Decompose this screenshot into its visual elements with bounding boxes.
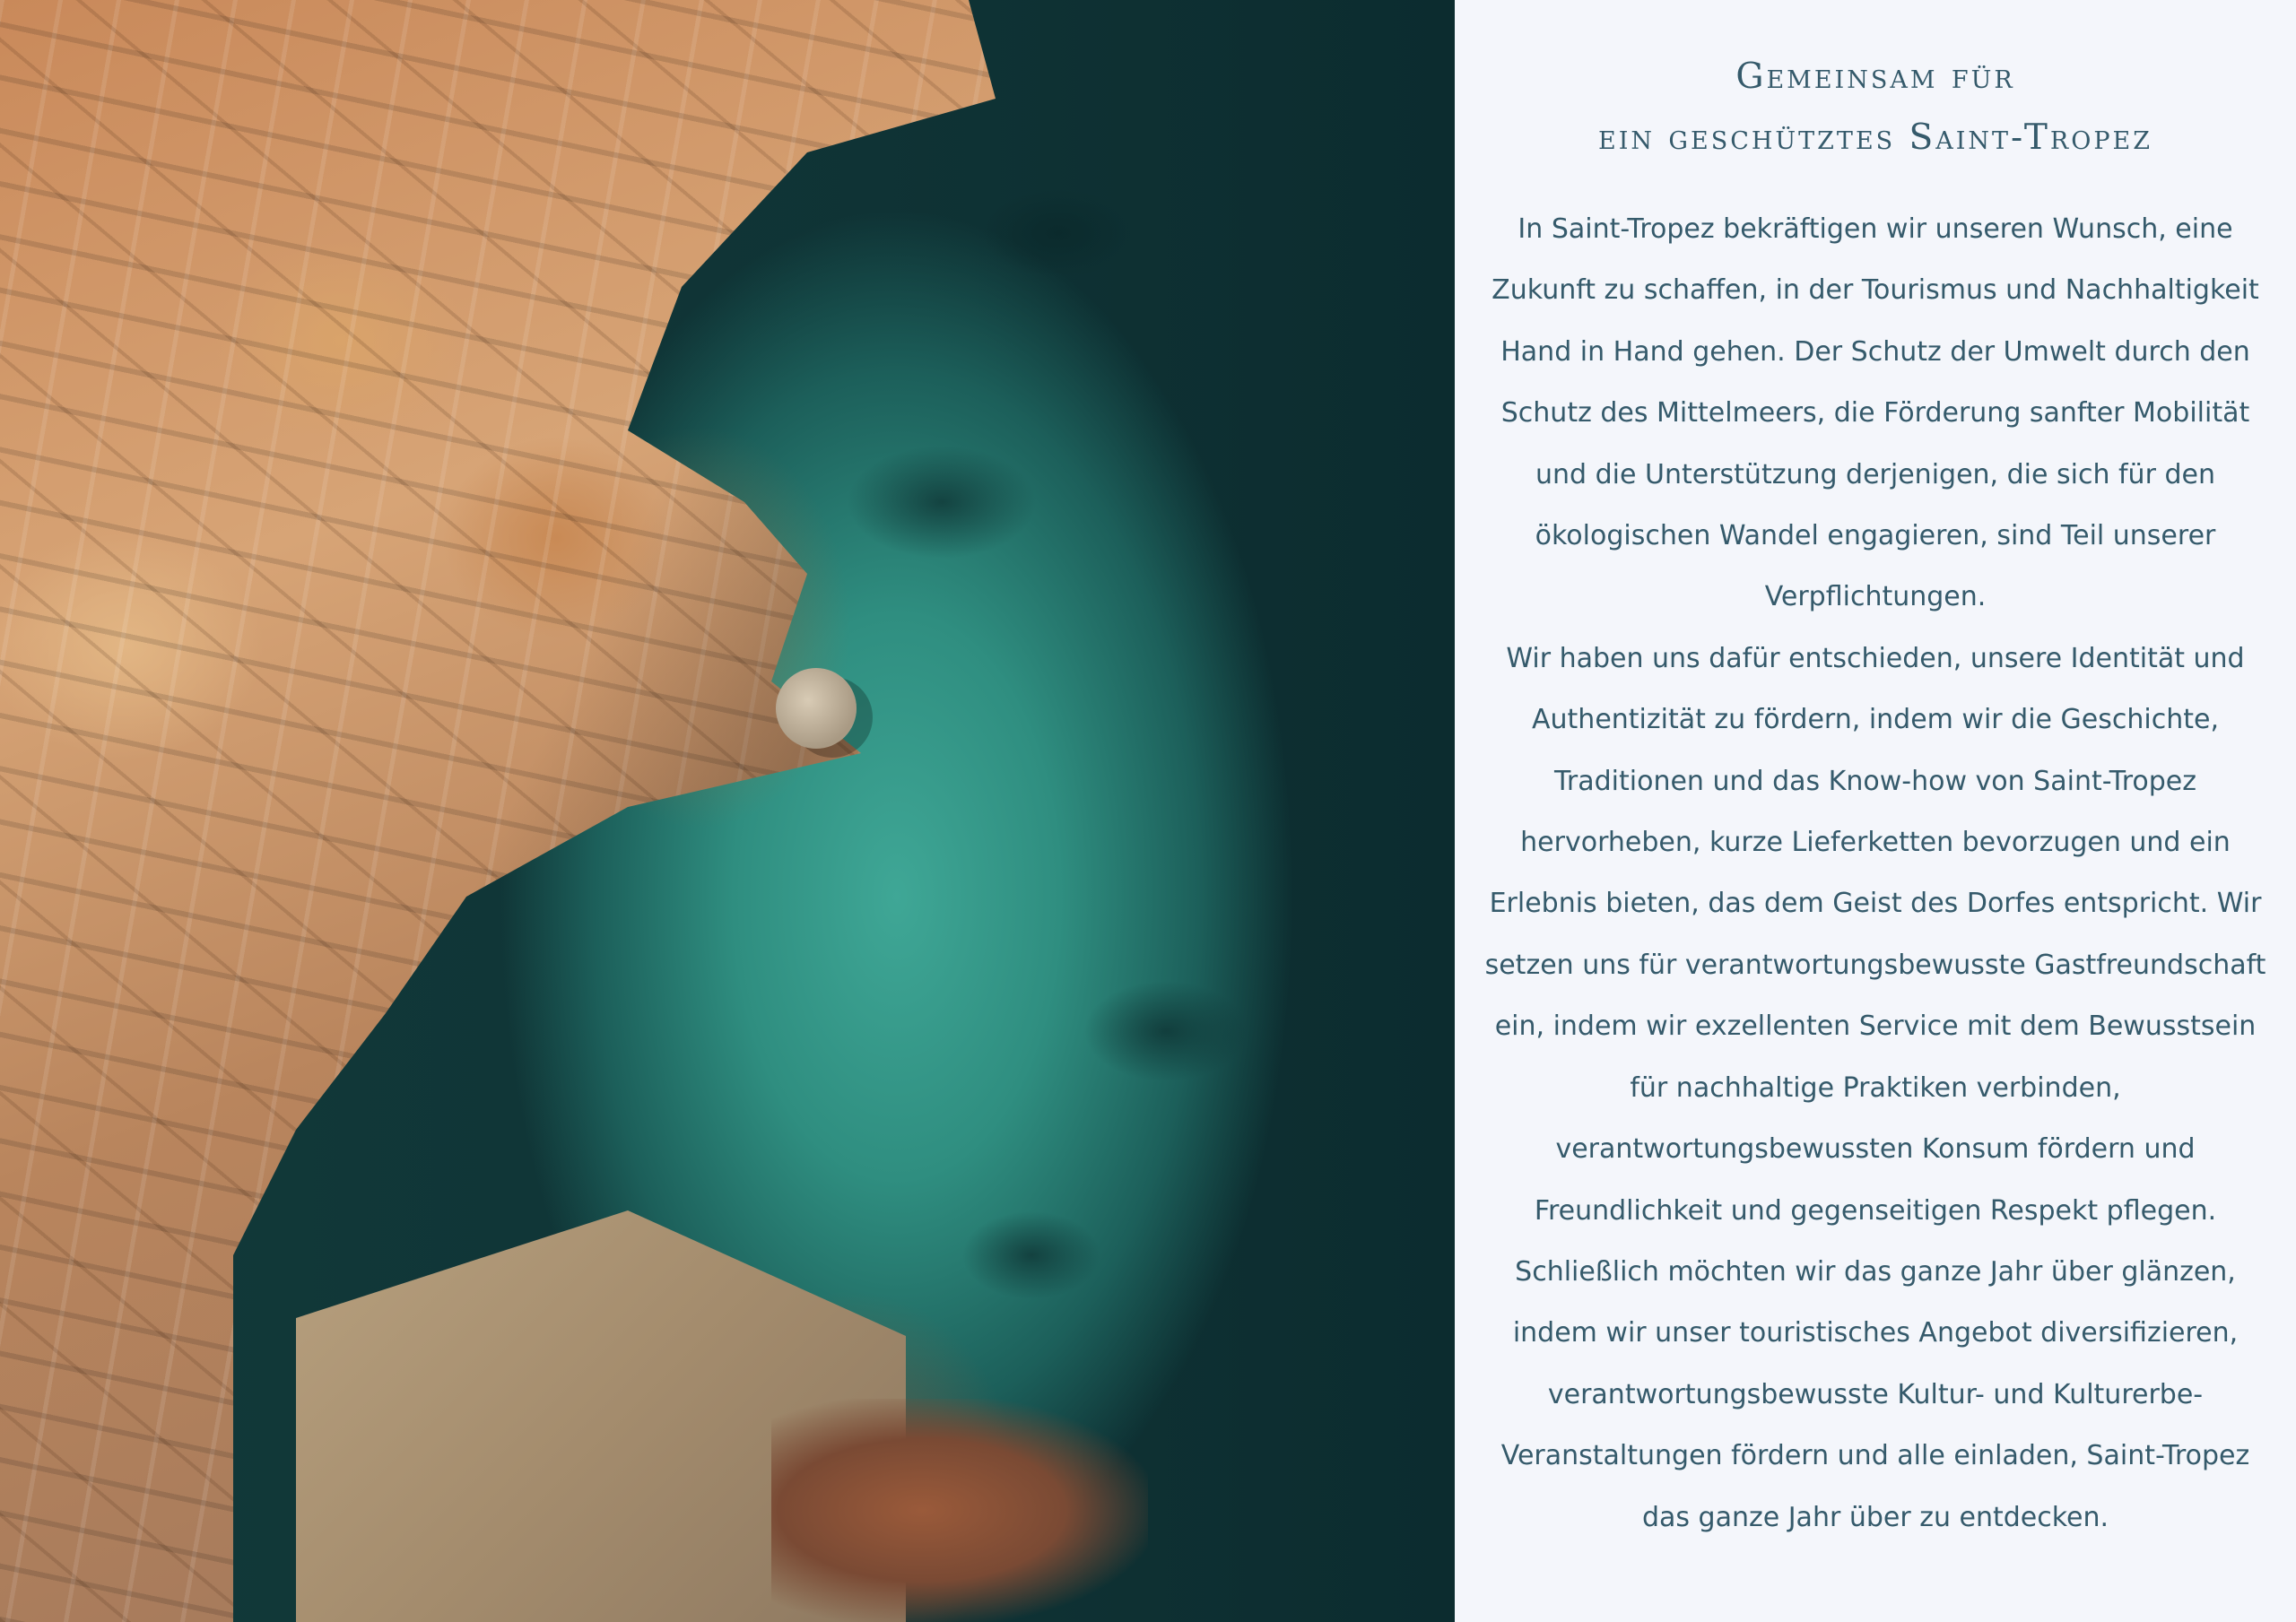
body-line: Verpflichtungen. <box>1764 581 1987 613</box>
body-line: ein, indem wir exzellenten Service mit dem Bewusstsein <box>1494 1010 2257 1043</box>
round-tower <box>776 668 857 749</box>
body-line: verantwortungsbewussten Konsum fördern und <box>1555 1133 2196 1166</box>
body-line: ökologischen Wandel engagieren, sind Teil unserer <box>1535 520 2216 552</box>
title-line-1: Gemeinsam für <box>1735 56 2015 97</box>
body-line: Freundlichkeit und gegenseitigen Respekt pflegen. <box>1534 1194 2217 1227</box>
body-line: Authentizität zu fördern, indem wir die Geschichte, <box>1532 704 2219 736</box>
body-line: Wir haben uns dafür entschieden, unsere Identität und <box>1506 642 2245 674</box>
body-line: Veranstaltungen fördern und alle einladen, Saint-Tropez <box>1500 1440 2250 1472</box>
title-line-2: ein geschütztes Saint-Tropez <box>1598 117 2152 158</box>
text-panel <box>1455 0 2296 1622</box>
body-line: Zukunft zu schaffen, in der Tourismus und Nachhaltigkeit <box>1492 274 2259 307</box>
body-line: Erlebnis bieten, das dem Geist des Dorfes entspricht. Wir <box>1489 888 2262 920</box>
body-line: für nachhaltige Praktiken verbinden, <box>1630 1071 2121 1104</box>
coastal-rocks <box>771 1399 1148 1622</box>
body-line: Schließlich möchten wir das ganze Jahr über glänzen, <box>1515 1255 2236 1288</box>
body-line: das ganze Jahr über zu entdecken. <box>1641 1501 2109 1533</box>
body-line: setzen uns für verantwortungsbewusste Gastfreundschaft <box>1484 949 2266 981</box>
body-line: Hand in Hand gehen. Der Schutz der Umwelt durch den <box>1500 335 2250 368</box>
body-line: Schutz des Mittelmeers, die Förderung sanfter Mobilität <box>1500 397 2250 429</box>
body-line: verantwortungsbewusste Kultur- und Kulturerbe- <box>1547 1378 2204 1410</box>
body-line: Traditionen und das Know-how von Saint-Tropez <box>1554 765 2196 797</box>
page-title <box>1455 47 2296 169</box>
body-line: In Saint-Tropez bekräftigen wir unseren Wunsch, eine <box>1518 213 2233 245</box>
body-text <box>1473 199 2278 1548</box>
body-line: hervorheben, kurze Lieferketten bevorzugen und ein <box>1520 827 2231 859</box>
body-line: indem wir unser touristisches Angebot diversifizieren, <box>1512 1317 2239 1349</box>
body-line: und die Unterstützung derjenigen, die sich für den <box>1535 458 2215 490</box>
